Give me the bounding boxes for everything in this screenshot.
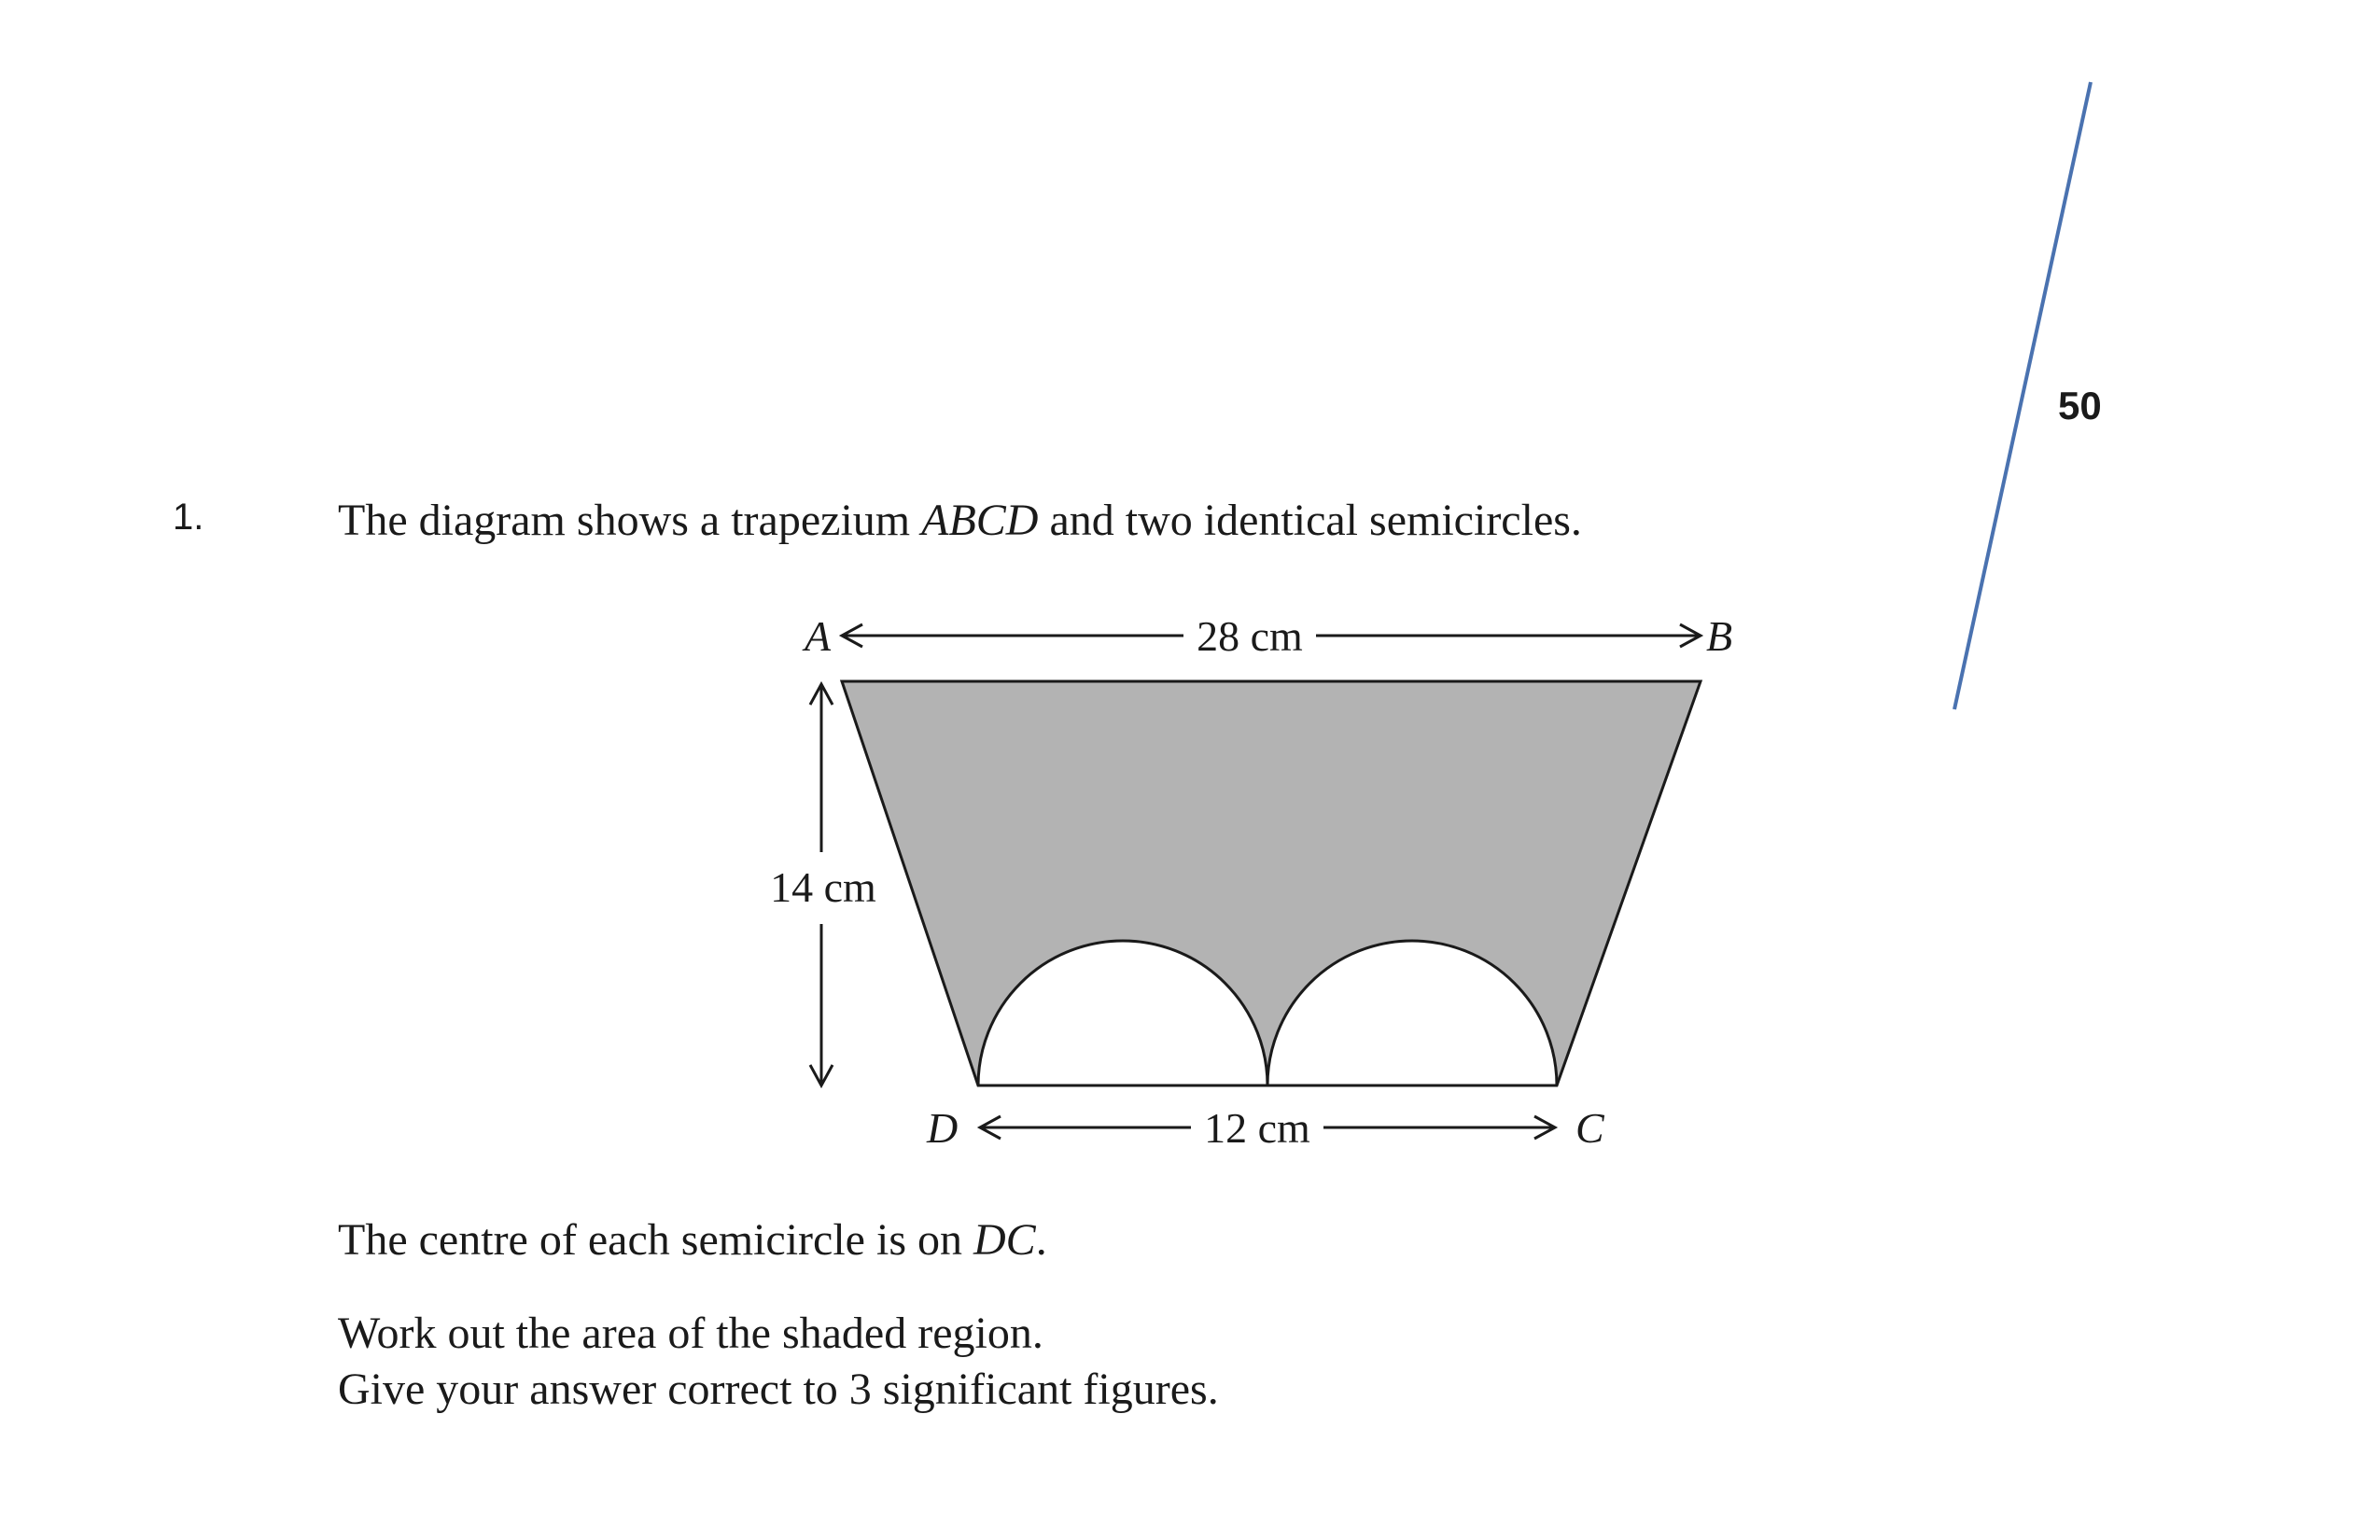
centre-text-before: The centre of each semicircle is on: [338, 1215, 973, 1265]
line-dc-name: DC: [973, 1215, 1036, 1265]
vertex-a-label: A: [805, 612, 832, 660]
bottom-length-label: 12 cm: [1204, 1104, 1310, 1152]
centre-statement: [338, 1213, 1047, 1267]
shaded-region: [842, 681, 1701, 1085]
centre-text-after: .: [1035, 1215, 1047, 1265]
total-marks-label: 50: [2058, 384, 2102, 427]
vertex-c-label: C: [1575, 1104, 1604, 1152]
question-number: 1.: [173, 497, 204, 538]
vertex-d-label: D: [927, 1104, 959, 1152]
top-length-label: 28 cm: [1197, 612, 1303, 660]
intro-text-before: The diagram shows a trapezium: [338, 496, 922, 545]
height-label: 14 cm: [770, 863, 876, 911]
trapezium-name: ABCD: [921, 496, 1039, 545]
instruction-text: Work out the area of the shaded region.: [338, 1309, 1043, 1358]
intro-text-after: and two identical semicircles.: [1038, 496, 1582, 545]
vertex-b-label: B: [1706, 612, 1733, 660]
accuracy-text: Give your answer correct to 3 significant figures.: [338, 1365, 1219, 1414]
